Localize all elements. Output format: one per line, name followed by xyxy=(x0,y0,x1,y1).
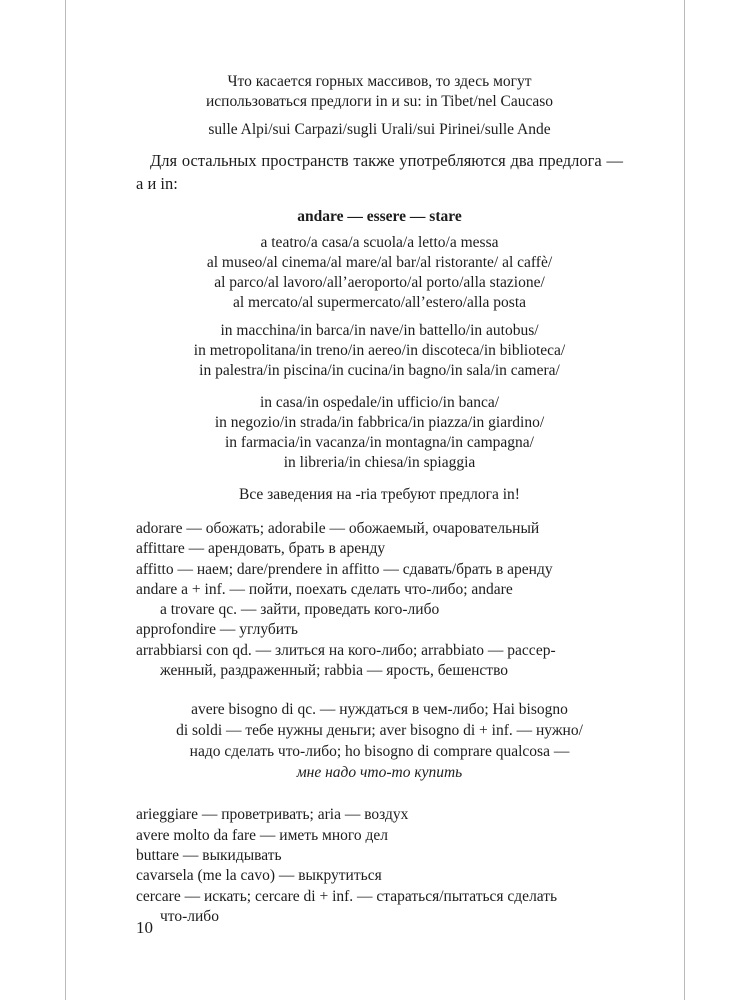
glossary-entry: buttare — выкидывать xyxy=(136,846,282,864)
glossary-entry: cercare — искать; cercare di + inf. — стараться/пытаться сделать xyxy=(136,887,558,905)
intro-line-2 xyxy=(136,92,623,112)
group-in-transport-block xyxy=(136,321,623,381)
mountain-examples xyxy=(136,120,623,140)
mountain-examples-text: sulle Alpi/sui Carpazi/sugli Urali/sui Pirinei/sulle Ande xyxy=(208,121,551,138)
avere-bisogno-line: avere bisogno di qc. — нуждаться в чем-либо; Hai bisogno xyxy=(191,701,568,719)
group-in-line: in farmacia/in vacanza/in montagna/in campagna/ xyxy=(224,434,534,451)
glossary-continuation: женный, раздраженный; rabbia — ярость, бешенство xyxy=(160,662,509,680)
group-a-line: al mercato/al supermercato/all’estero/alla posta xyxy=(232,294,527,311)
intro-line-1-text: Что касается горных массивов, то здесь могут xyxy=(227,73,532,90)
glossary-entry: arieggiare — проветривать; aria — воздух xyxy=(136,806,409,824)
group-in-line: in palestra/in piscina/in cucina/in bagno/in sala/in camera/ xyxy=(199,362,560,379)
rule-note: Все заведения на -ria требуют предлога in! xyxy=(239,486,520,503)
verbs-heading-block xyxy=(136,207,623,227)
paragraph-two-prepositions xyxy=(136,149,623,195)
verbs-heading: andare — essere — stare xyxy=(297,208,462,225)
group-a-block xyxy=(136,233,623,313)
glossary-entry: cavarsela (me la cavo) — выкрутиться xyxy=(136,867,382,885)
glossary-second xyxy=(136,805,623,927)
group-a-line: al parco/al lavoro/all’aeroporto/al porto/alla stazione/ xyxy=(214,274,545,291)
page-number: 10 xyxy=(136,918,153,937)
avere-bisogno-line: мне надо что-то купить xyxy=(296,764,463,782)
group-in-line: in macchina/in barca/in nave/in battello/in autobus/ xyxy=(220,322,539,339)
avere-bisogno-note xyxy=(136,699,623,783)
group-in-line: in negozio/in strada/in fabbrica/in piazza/in giardino/ xyxy=(214,414,545,431)
avere-bisogno-line: надо сделать что-либо; ho bisogno di comprare qualcosa — xyxy=(189,743,570,761)
textbook-page xyxy=(136,72,623,927)
glossary-first xyxy=(136,519,623,681)
glossary-entry: arrabbiarsi con qd. — злиться на кого-либо; arrabbiato — рассер- xyxy=(136,641,556,659)
glossary-entry: adorare — обожать; adorabile — обожаемый, очаровательный xyxy=(136,520,540,537)
avere-bisogno-line: di soldi — тебе нужны деньги; aver bisogno di + inf. — нужно/ xyxy=(176,722,583,740)
glossary-entry: affitto — наем; dare/prendere in affitto — сдавать/брать в аренду xyxy=(136,560,553,578)
page-edge-right xyxy=(684,0,685,1000)
rule-note-block xyxy=(136,485,623,505)
intro-block xyxy=(136,72,623,140)
group-a-line: al museo/al cinema/al mare/al bar/al ristorante/ al caffè/ xyxy=(206,254,553,271)
glossary-continuation: a trovare qc. — зайти, проведать кого-либо xyxy=(160,601,440,619)
glossary-continuation: что-либо xyxy=(160,907,219,925)
group-in-places-block xyxy=(136,393,623,473)
intro-line-1 xyxy=(136,72,623,92)
group-in-line: in metropolitana/in treno/in aereo/in discoteca/in biblioteca/ xyxy=(193,342,566,359)
intro-line-2-text: использоваться предлоги in и su: in Tibet/nel Caucaso xyxy=(205,93,554,110)
paragraph-text: Для остальных пространств также употребляются два предлога — a и in: xyxy=(136,151,623,193)
glossary-entry: approfondire — углубить xyxy=(136,621,298,639)
page-edge-left xyxy=(65,0,66,1000)
group-a-line: a teatro/a casa/a scuola/a letto/a messa xyxy=(260,234,499,251)
glossary-entry: affittare — арендовать, брать в аренду xyxy=(136,540,386,558)
glossary-entry: avere molto da fare — иметь много дел xyxy=(136,826,388,844)
group-in-line: in libreria/in chiesa/in spiaggia xyxy=(283,454,476,471)
group-in-line: in casa/in ospedale/in ufficio/in banca/ xyxy=(259,394,500,411)
glossary-entry: andare a + inf. — пойти, поехать сделать что-либо; andare xyxy=(136,580,513,598)
